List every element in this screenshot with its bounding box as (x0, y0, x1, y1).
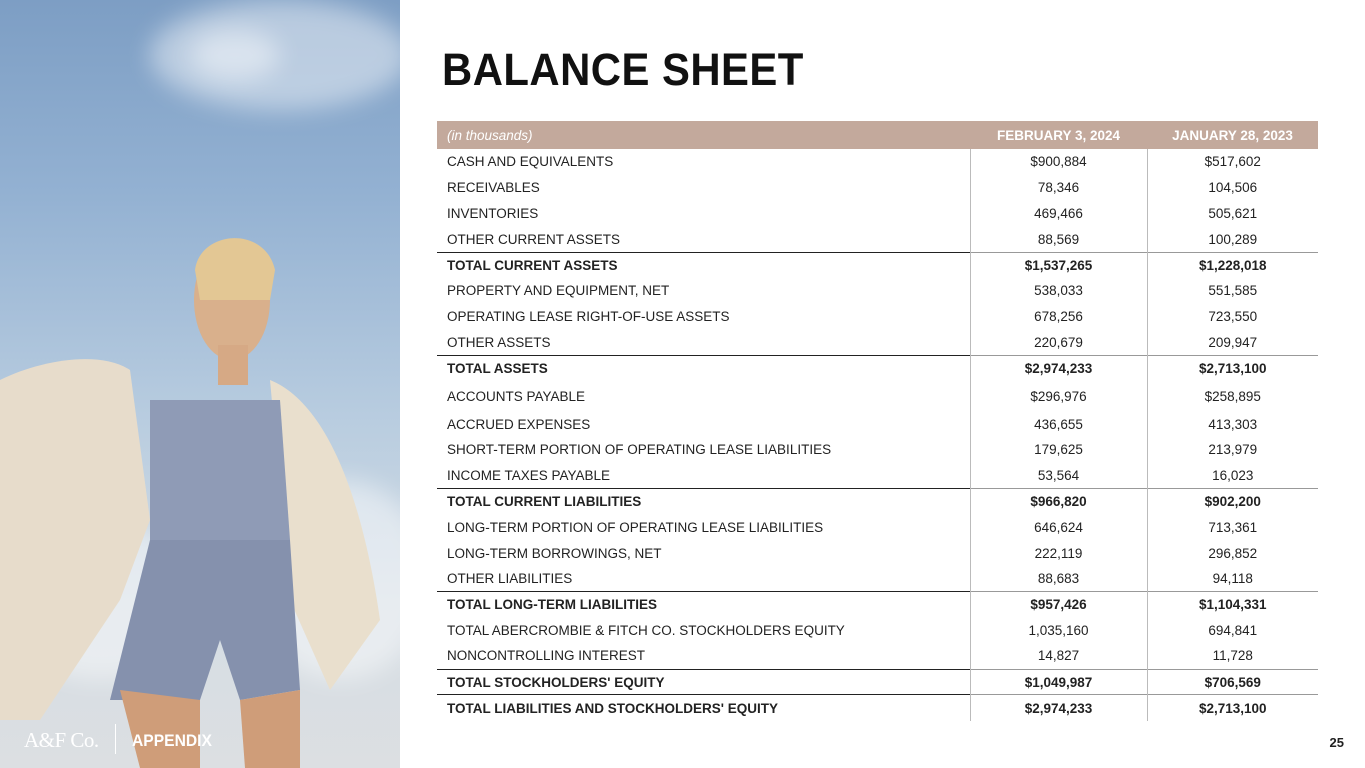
row-label: TOTAL STOCKHOLDERS' EQUITY (437, 669, 970, 695)
column-header-2024: FEBRUARY 3, 2024 (970, 121, 1147, 149)
value-2024: 179,625 (970, 437, 1147, 463)
table-row (437, 149, 1318, 175)
value-2024: $2,974,233 (970, 355, 1147, 381)
table-row (437, 514, 1318, 540)
value-2024: 1,035,160 (970, 618, 1147, 644)
table-row (437, 437, 1318, 463)
model-figure (0, 0, 400, 768)
total-row (437, 695, 1318, 721)
table-row (437, 201, 1318, 227)
value-2024: 220,679 (970, 330, 1147, 356)
value-2024: $1,537,265 (970, 252, 1147, 278)
value-2023: $706,569 (1147, 669, 1318, 695)
row-label: TOTAL LIABILITIES AND STOCKHOLDERS' EQUITY (437, 695, 970, 721)
value-2023: 16,023 (1147, 463, 1318, 489)
value-2024: 14,827 (970, 643, 1147, 669)
value-2023: 694,841 (1147, 618, 1318, 644)
row-label: PROPERTY AND EQUIPMENT, NET (447, 283, 670, 299)
total-row (437, 489, 1318, 515)
row-label: LONG-TERM BORROWINGS, NET (447, 545, 662, 561)
page-title: BALANCE SHEET (442, 44, 804, 95)
value-2023: 551,585 (1147, 278, 1318, 304)
table-row (437, 463, 1318, 489)
row-label: INCOME TAXES PAYABLE (447, 467, 611, 483)
value-2023: 100,289 (1147, 226, 1318, 252)
value-2023: $517,602 (1147, 149, 1318, 175)
value-2023: $1,228,018 (1147, 252, 1318, 278)
row-label: CASH AND EQUIVALENTS (447, 154, 614, 170)
value-2023: $1,104,331 (1147, 592, 1318, 618)
table-row (437, 278, 1318, 304)
value-2023: 94,118 (1147, 566, 1318, 592)
column-header-2023: JANUARY 28, 2023 (1147, 121, 1318, 149)
table-row (437, 226, 1318, 252)
row-label: TOTAL CURRENT LIABILITIES (437, 489, 970, 515)
table-row (437, 175, 1318, 201)
table-row (437, 643, 1318, 669)
value-2024: $957,426 (970, 592, 1147, 618)
row-label: OTHER LIABILITIES (447, 571, 573, 587)
row-label: TOTAL CURRENT ASSETS (437, 252, 970, 278)
value-2023: $258,895 (1147, 381, 1318, 411)
hero-photo (0, 0, 400, 768)
value-2023: $2,713,100 (1147, 355, 1318, 381)
value-2023: 104,506 (1147, 175, 1318, 201)
table-row (437, 304, 1318, 330)
value-2023: 505,621 (1147, 201, 1318, 227)
section-label: APPENDIX (132, 731, 212, 750)
value-2024: 88,683 (970, 566, 1147, 592)
value-2023: $902,200 (1147, 489, 1318, 515)
value-2024: 222,119 (970, 540, 1147, 566)
value-2024: $966,820 (970, 489, 1147, 515)
footer-divider (115, 724, 116, 754)
table-header (437, 121, 1318, 149)
value-2023: 296,852 (1147, 540, 1318, 566)
table-row (437, 618, 1318, 644)
total-row (437, 355, 1318, 381)
row-label: OTHER ASSETS (447, 334, 551, 350)
value-2024: 53,564 (970, 463, 1147, 489)
value-2024: $1,049,987 (970, 669, 1147, 695)
total-row (437, 592, 1318, 618)
value-2024: 538,033 (970, 278, 1147, 304)
value-2023: 713,361 (1147, 514, 1318, 540)
total-row (437, 252, 1318, 278)
row-label: RECEIVABLES (447, 180, 540, 196)
table-row (437, 330, 1318, 356)
table-row (437, 540, 1318, 566)
value-2023: 413,303 (1147, 411, 1318, 437)
row-label: TOTAL ABERCROMBIE & FITCH CO. STOCKHOLDERS EQUITY (447, 622, 845, 638)
value-2023: 11,728 (1147, 643, 1318, 669)
row-label: INVENTORIES (447, 205, 539, 221)
value-2024: 78,346 (970, 175, 1147, 201)
row-label: OPERATING LEASE RIGHT-OF-USE ASSETS (447, 309, 730, 325)
row-label: TOTAL ASSETS (437, 355, 970, 381)
row-label: ACCOUNTS PAYABLE (447, 388, 586, 404)
table-row (437, 411, 1318, 437)
units-header: (in thousands) (437, 121, 970, 149)
row-label: OTHER CURRENT ASSETS (447, 231, 621, 247)
af-co-logo: A&F Co. (24, 728, 99, 752)
value-2024: $296,976 (970, 381, 1147, 411)
table-row (437, 381, 1318, 411)
value-2024: 646,624 (970, 514, 1147, 540)
total-row (437, 669, 1318, 695)
row-label: ACCRUED EXPENSES (447, 416, 591, 432)
page-number: 25 (1329, 735, 1344, 750)
value-2024: 678,256 (970, 304, 1147, 330)
value-2023: $2,713,100 (1147, 695, 1318, 721)
value-2024: $900,884 (970, 149, 1147, 175)
value-2024: 469,466 (970, 201, 1147, 227)
value-2024: 436,655 (970, 411, 1147, 437)
value-2024: 88,569 (970, 226, 1147, 252)
row-label: NONCONTROLLING INTEREST (447, 648, 646, 664)
row-label: SHORT-TERM PORTION OF OPERATING LEASE LIABILITIES (447, 442, 832, 458)
value-2023: 213,979 (1147, 437, 1318, 463)
value-2024: $2,974,233 (970, 695, 1147, 721)
row-label: TOTAL LONG-TERM LIABILITIES (437, 592, 970, 618)
row-label: LONG-TERM PORTION OF OPERATING LEASE LIABILITIES (447, 519, 824, 535)
table-row (437, 566, 1318, 592)
value-2023: 209,947 (1147, 330, 1318, 356)
value-2023: 723,550 (1147, 304, 1318, 330)
balance-sheet-table (437, 121, 1318, 721)
